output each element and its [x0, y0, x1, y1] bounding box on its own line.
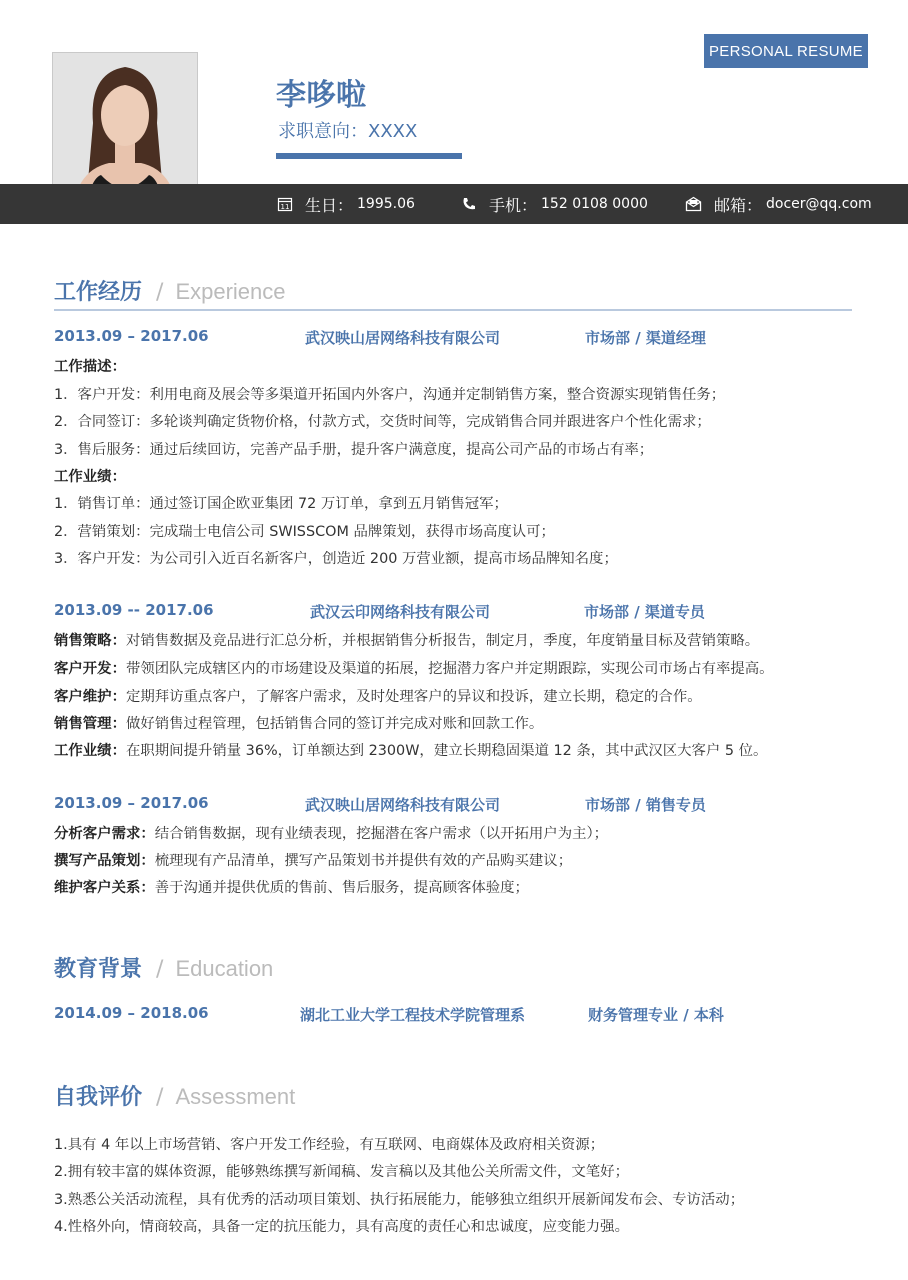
- job-item: [54, 822, 608, 843]
- assessment-item: 3.熟悉公关活动流程，具有优秀的活动项目策划、执行拓展能力，能够独立组织开展新闻发布会、专访活动；: [54, 1192, 745, 1208]
- item-text: 做好销售过程管理，包括销售合同的签订并完成对账和回款工作。: [125, 716, 544, 732]
- education-school: 湖北工业大学工程技术学院管理系: [300, 1006, 526, 1024]
- job-date: 2013.09 -- 2017.06: [54, 601, 214, 619]
- result-line: 3．客户开发：为公司引入近百名新客户，创造近 200 万营业额，提高市场品牌知名度；: [54, 551, 618, 567]
- job-role: 市场部 / 渠道经理: [585, 329, 706, 347]
- item-text: 带领团队完成辖区内的市场建设及渠道的拓展，挖掘潜力客户并定期跟踪，实现公司市场占有率提高。: [125, 661, 774, 677]
- name-underline: [276, 153, 462, 159]
- section-title-en: Experience: [175, 279, 286, 304]
- section-slash: /: [156, 280, 164, 305]
- phone-label: 手机：: [489, 195, 538, 215]
- birth-item: [277, 184, 415, 224]
- section-title: 工作经历: [54, 280, 143, 305]
- job-company: 武汉映山居网络科技有限公司: [305, 329, 501, 347]
- svg-text:11: 11: [280, 203, 290, 211]
- job-item: [54, 685, 702, 706]
- section-title: 教育背景: [54, 957, 143, 982]
- email-value: docer@qq.com: [766, 196, 872, 212]
- job-item: [54, 657, 774, 678]
- desc-line: 2．合同签订：多轮谈判确定货物价格，付款方式，交货时间等，完成销售合同并跟进客户个性化需求；: [54, 414, 711, 430]
- item-label: 客户维护：: [54, 689, 126, 705]
- job-company: 武汉映山居网络科技有限公司: [305, 796, 501, 814]
- assessment-item: 2.拥有较丰富的媒体资源，能够熟练撰写新闻稿、发言稿以及其他公关所需文件，文笔好；: [54, 1164, 629, 1180]
- assessment-item: 1.具有 4 年以上市场营销、客户开发工作经验，有互联网、电商媒体及政府相关资源；: [54, 1137, 605, 1153]
- item-text: 在职期间提升销量 36%，订单额达到 2300W，建立长期稳固渠道 12 条，其中武汉区大客户 5 位。: [125, 743, 768, 759]
- section-title-en: Assessment: [175, 1084, 296, 1109]
- email-label: 邮箱：: [714, 195, 763, 215]
- contact-bar: [0, 184, 908, 224]
- section-title: 自我评价: [54, 1085, 143, 1110]
- assessment-item: 4.性格外向，情商较高，具备一定的抗压能力，具有高度的责任心和忠诚度，应变能力强。: [54, 1219, 629, 1235]
- item-text: 定期拜访重点客户，了解客户需求，及时处理客户的异议和投诉，建立长期，稳定的合作。: [125, 689, 702, 705]
- section-divider: [54, 309, 852, 311]
- item-text: 对销售数据及竞品进行汇总分析，并根据销售分析报告，制定月，季度，年度销量目标及营销策略。: [125, 633, 760, 649]
- job-intent: 求职意向：XXXX: [278, 121, 418, 142]
- section-slash: /: [156, 957, 164, 982]
- birth-label: 生日：: [305, 195, 354, 215]
- item-label: 客户开发：: [54, 661, 126, 677]
- item-label: 销售策略：: [54, 633, 126, 649]
- phone-value: 152 0108 0000: [541, 196, 648, 212]
- education-major: 财务管理专业 / 本科: [588, 1006, 724, 1024]
- phone-icon: [461, 196, 477, 212]
- result-line: 2．营销策划：完成瑞士电信公司 SWISSCOM 品牌策划，获得市场高度认可；: [54, 524, 555, 540]
- mail-icon: [685, 196, 702, 212]
- education-date: 2014.09 – 2018.06: [54, 1004, 209, 1022]
- section-title-en: Education: [175, 956, 274, 981]
- personal-resume-badge: PERSONAL RESUME: [704, 34, 868, 68]
- birth-value: 1995.06: [357, 196, 415, 212]
- phone-item: [461, 184, 648, 224]
- section-slash: /: [156, 1085, 164, 1110]
- item-label: 销售管理：: [54, 716, 126, 732]
- job-item: [54, 739, 767, 760]
- desc-line: 1．客户开发：利用电商及展会等多渠道开拓国内外客户，沟通并定制销售方案，整合资源实现销售任务；: [54, 387, 726, 403]
- assessment-heading: [54, 1080, 295, 1111]
- job-date: 2013.09 – 2017.06: [54, 327, 209, 345]
- item-label: 工作业绩：: [54, 743, 126, 759]
- candidate-name: 李哆啦: [276, 78, 366, 113]
- calendar-icon: [277, 196, 293, 212]
- item-label: 分析客户需求：: [54, 826, 155, 842]
- item-label: 撰写产品策划：: [54, 853, 155, 869]
- education-heading: [54, 952, 273, 983]
- job-item: [54, 876, 529, 897]
- job-item: [54, 629, 759, 650]
- item-text: 梳理现有产品清单，撰写产品策划书并提供有效的产品购买建议；: [154, 853, 573, 869]
- desc-line: 3．售后服务：通过后续回访，完善产品手册，提升客户满意度，提高公司产品的市场占有率；: [54, 442, 654, 458]
- item-text: 结合销售数据，现有业绩表现，挖掘潜在客户需求（以开拓用户为主）；: [154, 826, 609, 842]
- result-line: 1．销售订单：通过签订国企欧亚集团 72 万订单，拿到五月销售冠军；: [54, 496, 508, 512]
- desc-heading: 工作描述：: [54, 359, 126, 375]
- job-role: 市场部 / 渠道专员: [584, 603, 705, 621]
- job-date: 2013.09 – 2017.06: [54, 794, 209, 812]
- item-label: 维护客户关系：: [54, 880, 155, 896]
- job-role: 市场部 / 销售专员: [585, 796, 706, 814]
- job-item: [54, 712, 543, 733]
- item-text: 善于沟通并提供优质的售前、售后服务，提高顾客体验度；: [154, 880, 529, 896]
- experience-heading: [54, 275, 286, 306]
- job-company: 武汉云印网络科技有限公司: [310, 603, 491, 621]
- job-item: [54, 849, 572, 870]
- email-item: [685, 184, 872, 224]
- result-heading: 工作业绩：: [54, 469, 126, 485]
